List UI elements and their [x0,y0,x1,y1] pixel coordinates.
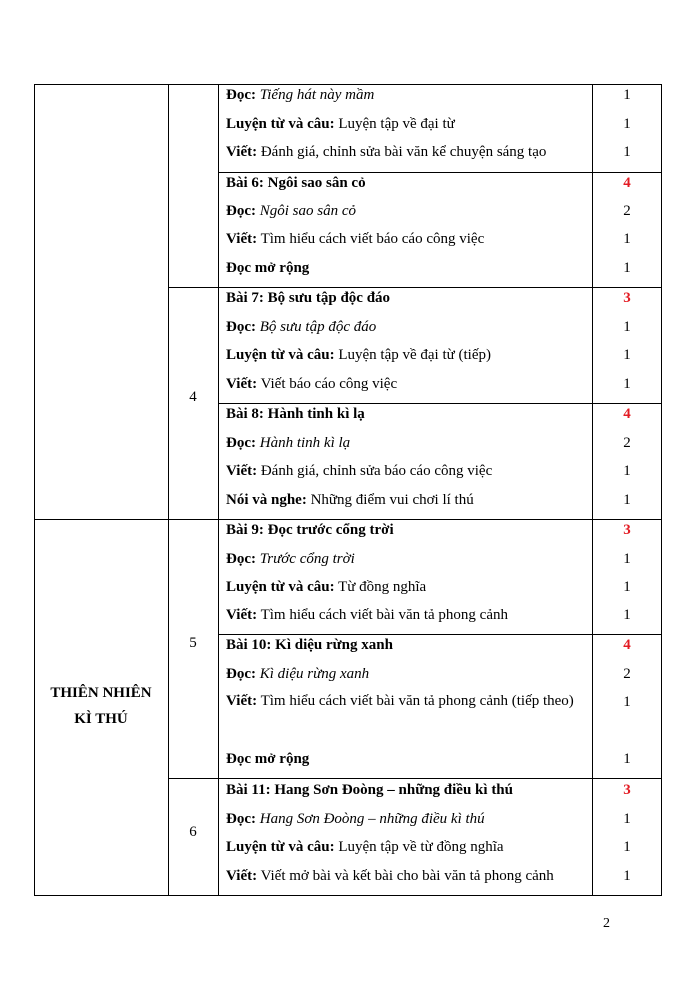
activity-text: Viết mở bài và kết bài cho bài văn tả phong cảnh [260,868,554,884]
activity-label: Đọc: [226,87,256,103]
lesson-title: Bài 8: Hành tinh kì lạ [226,406,365,422]
period-count: 1 [623,347,631,363]
activity-text: Luyện tập về từ đồng nghĩa [338,839,504,855]
activity-text: Đánh giá, chỉnh sửa bài văn kể chuyện sáng tạo [260,144,547,160]
curriculum-table [34,84,662,896]
activity-text: Tìm hiểu cách viết bài văn tả phong cảnh [260,607,508,623]
period-count: 1 [623,260,631,276]
activity-label: Viết: [226,376,258,392]
week-number: 6 [189,824,197,840]
activity-text: Đánh giá, chỉnh sửa báo cáo công việc [260,463,493,479]
activity-label: Viết: [226,231,258,247]
lesson-line [226,688,604,714]
lesson-line [226,809,485,829]
period-count: 1 [623,87,631,103]
week-number: 5 [189,635,197,651]
activity-text: Tìm hiểu cách viết báo cáo công việc [260,231,485,247]
period-count: 1 [623,751,631,767]
activity-label: Viết: [226,607,258,623]
period-count: 1 [623,811,631,827]
activity-text: Những điểm vui chơi lí thú [310,492,474,508]
activity-label: Luyện từ và câu: [226,116,335,132]
period-count: 2 [623,203,631,219]
table-border-bottom [34,895,662,896]
lesson-line [226,837,504,857]
reading-title: Tiếng hát này mầm [259,87,375,103]
period-count: 1 [623,319,631,335]
row-divider [168,778,662,779]
lesson-line [226,577,426,597]
topic-line: THIÊN NHIÊN [50,685,152,701]
activity-label: Viết: [226,463,258,479]
lesson-line [226,866,554,886]
reading-title: Hang Sơn Đoòng – những điều kì thú [259,811,485,827]
period-count: 1 [623,868,631,884]
lesson-total-periods: 3 [623,290,631,306]
activity-label: Đọc: [226,435,256,451]
topic-line: KÌ THÚ [74,711,128,727]
reading-title: Kì diệu rừng xanh [259,666,370,682]
lesson-title: Bài 10: Kì diệu rừng xanh [226,637,393,653]
lesson-total-periods: 4 [623,175,631,191]
lesson-total-periods: 3 [623,522,631,538]
lesson-line [226,433,350,453]
lesson-line [226,549,355,569]
lesson-line [226,605,508,625]
lesson-line [226,461,492,481]
period-count: 1 [623,376,631,392]
period-count: 2 [623,435,631,451]
lesson-line [226,345,491,365]
week-number: 4 [189,389,197,405]
activity-label: Đọc: [226,319,256,335]
activity-label: Viết: [226,868,258,884]
lesson-title: Bài 7: Bộ sưu tập độc đáo [226,290,391,306]
period-count: 1 [623,579,631,595]
reading-title: Hành tinh kì lạ [259,435,351,451]
lesson-line [226,114,455,134]
activity-text: Luyện tập về đại từ (tiếp) [338,347,492,363]
lesson-total-periods: 4 [623,637,631,653]
activity-label: Đọc mở rộng [226,260,310,276]
table-border-left [34,84,35,896]
lesson-title: Bài 11: Hang Sơn Đoòng – những điều kì thú [226,782,513,798]
activity-label: Đọc mở rộng [226,751,310,767]
lesson-line [226,490,474,510]
period-count: 1 [623,694,631,710]
activity-label: Luyện từ và câu: [226,579,335,595]
col-divider-topic [168,84,169,896]
activity-text: Viết báo cáo công việc [260,376,398,392]
period-count: 1 [623,231,631,247]
lesson-line [226,142,546,162]
activity-label: Đọc: [226,666,256,682]
activity-label: Luyện từ và câu: [226,347,335,363]
page-number: 2 [603,916,610,931]
lesson-line [226,317,376,337]
period-count: 1 [623,463,631,479]
activity-label: Nói và nghe: [226,492,307,508]
activity-label: Đọc: [226,203,256,219]
activity-label: Đọc: [226,811,256,827]
activity-label: Viết: [226,144,258,160]
activity-label: Viết: [226,693,258,709]
lesson-line [226,229,484,249]
lesson-line [226,201,356,221]
period-count: 1 [623,607,631,623]
lesson-line [226,664,369,684]
lesson-total-periods: 4 [623,406,631,422]
period-count: 1 [623,839,631,855]
lesson-total-periods: 3 [623,782,631,798]
activity-label: Đọc: [226,551,256,567]
lesson-title: Bài 9: Đọc trước cổng trời [226,522,394,538]
period-count: 1 [623,144,631,160]
period-count: 2 [623,666,631,682]
activity-text: Tìm hiểu cách viết bài văn tả phong cảnh (tiếp theo) [260,693,574,709]
reading-title: Trước cổng trời [259,551,355,567]
lesson-line [226,374,397,394]
lesson-line [226,85,374,105]
reading-title: Bộ sưu tập độc đáo [259,319,377,335]
period-count: 1 [623,116,631,132]
col-divider-week [218,84,219,896]
activity-text: Luyện tập về đại từ [338,116,455,132]
activity-text: Từ đồng nghĩa [338,579,427,595]
topic-cell [34,680,168,732]
lesson-title: Bài 6: Ngôi sao sân cỏ [226,175,366,191]
period-count: 1 [623,492,631,508]
activity-label: Luyện từ và câu: [226,839,335,855]
period-count: 1 [623,551,631,567]
reading-title: Ngôi sao sân cỏ [259,203,357,219]
